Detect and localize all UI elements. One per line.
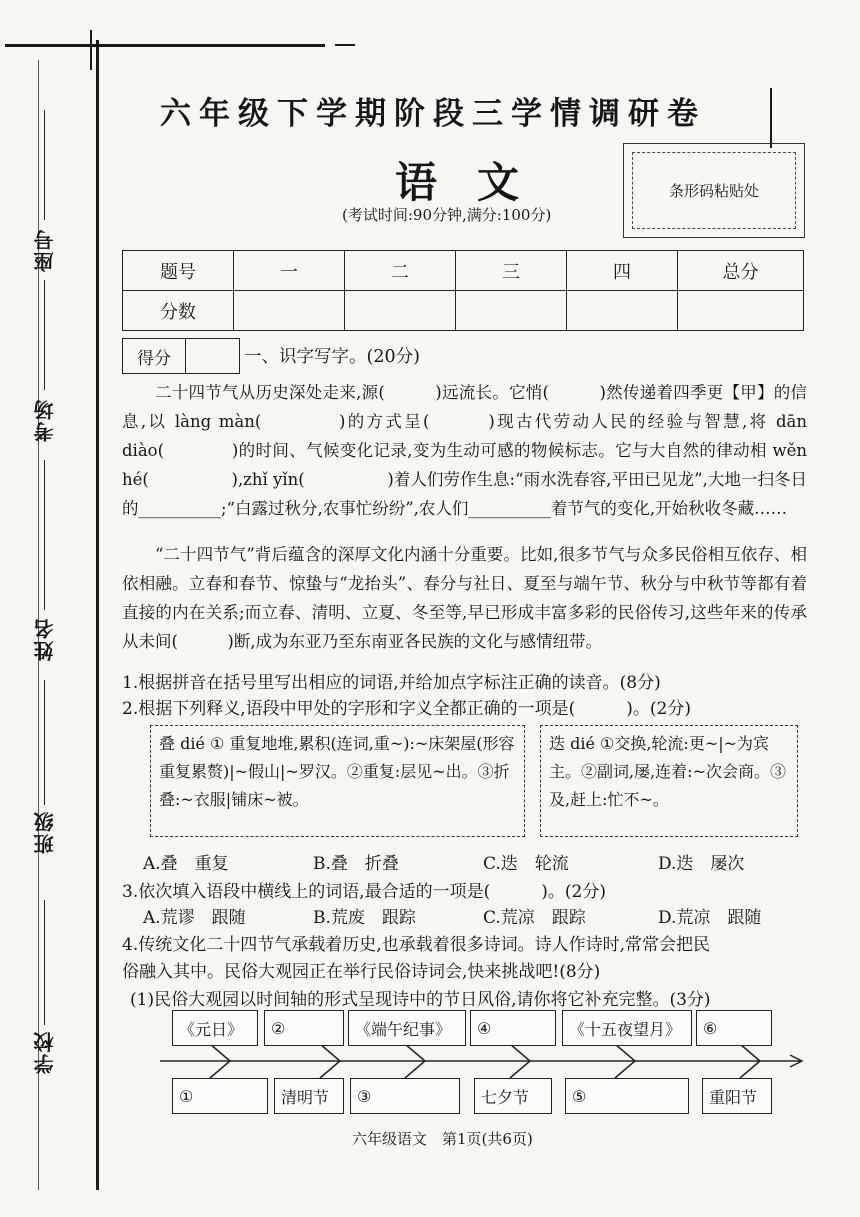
binding-line-top — [90, 30, 92, 70]
timeline-festival-chongyang: 重阳节 — [702, 1078, 772, 1114]
top-rule — [5, 44, 325, 47]
score-cell[interactable] — [567, 291, 678, 331]
score-header-cell: 题号 — [123, 251, 234, 291]
timeline-poem-3: 《端午纪事》 — [348, 1010, 466, 1046]
binding-line — [96, 40, 99, 1190]
timeline-blank-2[interactable]: ② — [264, 1010, 344, 1046]
side-label-name: 姓名 — [33, 617, 57, 661]
side-label-room: 考场 — [33, 398, 57, 442]
score-header-cell: 二 — [345, 251, 456, 291]
score-row-label: 分数 — [123, 291, 234, 331]
question-3: 3.依次填入语段中横线上的词语,最合适的一项是( )。(2分) — [122, 882, 606, 902]
timeline-festival-qingming: 清明节 — [274, 1078, 344, 1114]
section-score-input[interactable] — [186, 339, 239, 373]
page-footer: 六年级语文 第1页(共6页) — [352, 1130, 533, 1148]
timeline-blank-4[interactable]: ④ — [470, 1010, 556, 1046]
q2-option-c[interactable]: C.迭 轮流 — [483, 854, 569, 874]
side-label-class: 班级 — [33, 810, 57, 854]
subject-title: 语文 — [395, 158, 560, 207]
score-cell[interactable] — [234, 291, 345, 331]
question-2: 2.根据下列释义,语段中甲处的字形和字义全都正确的一项是( )。(2分) — [122, 699, 691, 719]
question-4-line2: 俗融入其中。民俗大观园正在举行民俗诗词会,快来挑战吧!(8分) — [122, 962, 601, 982]
side-label-school: 学校 — [33, 1030, 57, 1074]
timeline-blank-6[interactable]: ⑥ — [696, 1010, 772, 1046]
score-table-score-row — [123, 291, 804, 331]
question-4-sub1: (1)民俗大观园以时间轴的形式呈现诗中的节日风俗,请你将它补充完整。(3分) — [130, 990, 711, 1010]
passage-paragraph-1: 二十四节气从历史深处走来,源( )远流长。它悄( )然传递着四季更【甲】的信息,以 làng màn( )的方式呈( )现古代劳动人民的经验与智慧,将 dān diào( )的时间、气候变化记录,变为生动可感的物候标志。它与大自然的律动相 wěn hé( ),zhǐ yǐn( )着人们劳作生息:“雨水洗春容,平田已见龙”,大地一扫冬日的__________;“白露过秋分,农事忙纷纷”,农人们__________着节气的变化,开始秋收冬藏…… — [122, 383, 807, 518]
room-underline — [44, 280, 45, 390]
timeline-blank-5[interactable]: ⑤ — [565, 1078, 689, 1114]
score-table — [122, 250, 804, 331]
score-cell[interactable] — [678, 291, 804, 331]
top-rule-dash — [335, 44, 355, 46]
score-header-cell: 总分 — [678, 251, 804, 291]
score-header-cell: 三 — [456, 251, 567, 291]
exam-title: 六年级下学期阶段三学情调研卷 — [160, 96, 706, 132]
score-cell[interactable] — [345, 291, 456, 331]
timeline-poem-1: 《元日》 — [172, 1010, 258, 1046]
timeline-poem-5: 《十五夜望月》 — [562, 1010, 692, 1046]
name-underline — [44, 460, 45, 610]
exam-info: (考试时间:90分钟,满分:100分) — [342, 206, 552, 224]
section-score-box — [122, 338, 240, 374]
q2-option-a[interactable]: A.叠 重复 — [143, 854, 229, 874]
definition-box-die1: 叠 dié ① 重复地堆,累积(连词,重~):~床架屋(形容重复累赘)|~假山|~罗汉。②重复:层见~出。③折叠:~衣服|铺床~被。 — [150, 725, 525, 837]
passage-paragraph-2: “二十四节气”背后蕴含的深厚文化内涵十分重要。比如,很多节气与众多民俗相互依存、相依相融。立春和春节、惊蛰与“龙抬头”、春分与社日、夏至与端午节、秋分与中秋节等都有着直接的内在关系;而立春、清明、立夏、冬至等,早已形成丰富多彩的民俗传习,这些年来的传承从未间( )断,成为东亚乃至东南亚各民族的文化与感情纽带。 — [122, 545, 807, 651]
class-underline — [44, 680, 45, 805]
score-header-cell: 四 — [567, 251, 678, 291]
barcode-label: 条形码粘贴处 — [668, 182, 759, 200]
question-4-line1: 4.传统文化二十四节气承载着历史,也承载着很多诗词。诗人作诗时,常常会把民 — [122, 935, 711, 955]
timeline-blank-1[interactable]: ① — [172, 1078, 268, 1114]
q2-option-d[interactable]: D.迭 屡次 — [658, 854, 745, 874]
q3-option-c[interactable]: C.荒凉 跟踪 — [483, 908, 586, 928]
q3-option-a[interactable]: A.荒谬 跟随 — [143, 908, 246, 928]
section1-heading: 一、识字写字。(20分) — [244, 347, 420, 367]
q2-options — [143, 849, 744, 874]
side-label-seat: 座号 — [33, 228, 57, 272]
seat-underline — [44, 110, 45, 220]
score-table-header-row — [123, 251, 804, 291]
timeline-blank-3[interactable]: ③ — [350, 1078, 460, 1114]
q3-options — [143, 903, 761, 928]
definition-box-die2: 迭 dié ①交换,轮流:更~|~为宾主。②副词,屡,连着:~次会商。③及,赶上:忙不~。 — [540, 725, 798, 837]
question-1: 1.根据拼音在括号里写出相应的词语,并给加点字标注正确的读音。(8分) — [122, 673, 661, 693]
score-cell[interactable] — [456, 291, 567, 331]
timeline-festival-qixi: 七夕节 — [474, 1078, 552, 1114]
score-header-cell: 一 — [234, 251, 345, 291]
school-underline — [44, 900, 45, 1025]
q2-option-b[interactable]: B.叠 折叠 — [313, 854, 399, 874]
q3-option-d[interactable]: D.荒凉 跟随 — [658, 908, 762, 928]
barcode-area — [623, 143, 805, 238]
title-bracket — [770, 88, 772, 148]
section-score-label: 得分 — [123, 339, 186, 373]
q3-option-b[interactable]: B.荒废 跟踪 — [313, 908, 416, 928]
